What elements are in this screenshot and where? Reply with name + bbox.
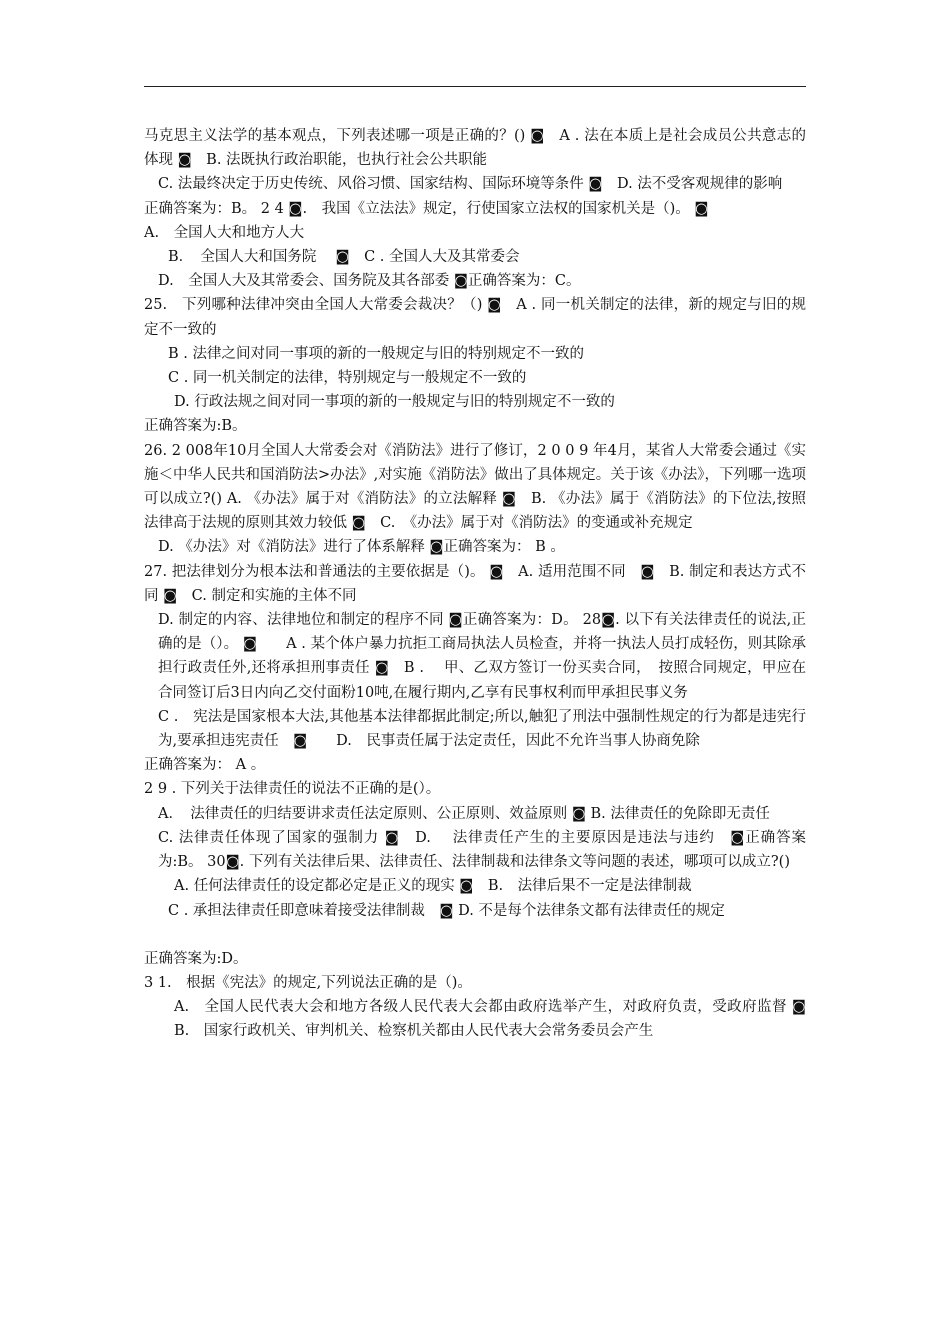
document-body bbox=[144, 124, 821, 1044]
text-line: 3 1. 根据《宪法》的规定,下列说法正确的是（)。 bbox=[144, 974, 472, 991]
text-line: 26. 2 008年10月全国人大常委会对《消防法》进行了修订，2 0 0 9 年4月，某省人大常委会通过《实施＜中华人民共和国消防法>办法》,对实施《消防法》做出了具体规定。关于该《办法》，下列哪一选项可以成立?() A. 《办法》属于对《消防法》的立法解释 ◙ B. 《办法》属于《消防法》的下位法,按照法律高于法规的原则其效力较低 ◙ C. 《办法》属于对《消防法》的变通或补充规定 bbox=[144, 442, 807, 532]
text-line: 正确答案为： A 。 bbox=[144, 757, 266, 774]
text-line: 正确答案为:D。 bbox=[144, 950, 248, 967]
text-line: D. 制定的内容、法律地位和制定的程序不同 ◙正确答案为：D。 28◙. 以下有关法律责任的说法,正确的是（）。 ◙ A . 某个体户暴力抗拒工商局执法人员检查，并将一执法人员打成轻伤，则其除承担行政责任外,还将承担刑事责任 ◙ B . 甲、乙双方签订一份买卖合同， 按照合同规定，甲应在合同签订后3日内向乙交付面粉10吨,在履行期内,乙享有民事权利而甲承担民事义务 bbox=[158, 612, 806, 701]
text-line: C . 承担法律责任即意味着接受法律制裁 ◙ D. 不是每个法律条文都有法律责任的规定 bbox=[168, 902, 725, 919]
text-line: 2 9 . 下列关于法律责任的说法不正确的是(）。 bbox=[144, 781, 441, 798]
text-line: A. 全国人大和地方人大 bbox=[144, 224, 305, 241]
blank-line bbox=[144, 923, 806, 947]
text-line: C. 法最终决定于历史传统、风俗习惯、国家结构、国际环境等条件 ◙ D. 法不受客观规律的影响 bbox=[158, 176, 783, 193]
text-line: 正确答案为:B。 bbox=[144, 418, 247, 435]
text-line: C. 法律责任体现了国家的强制力 ◙ D. 法律责任产生的主要原因是违法与违约 ◙正确答案为:B。 30◙. 下列有关法律后果、法律责任、法律制裁和法律条文等问题的表述，哪项可以成立?() bbox=[158, 829, 806, 871]
text-line: D. 《办法》对《消防法》进行了体系解释 ◙正确答案为： B 。 bbox=[158, 539, 565, 556]
header-rule bbox=[144, 86, 806, 87]
text-line: 25. 下列哪种法律冲突由全国人大常委会裁决？（) ◙ A . 同一机关制定的法律，新的规定与旧的规定不一致的 bbox=[144, 297, 806, 338]
text-line: D. 行政法规之间对同一事项的新的一般规定与旧的特别规定不一致的 bbox=[174, 394, 615, 411]
text-line: 马克思主义法学的基本观点，下列表述哪一项是正确的？() ◙ A . 法在本质上是社会成员公共意志的体现 ◙ B. 法既执行政治职能，也执行社会公共职能 bbox=[144, 128, 806, 169]
text-line: A. 全国人民代表大会和地方各级人民代表大会都由政府选举产生，对政府负责，受政府监督 ◙ B. 国家行政机关、审判机关、检察机关都由人民代表大会常务委员会产生 bbox=[174, 999, 821, 1040]
text-line: 27. 把法律划分为根本法和普通法的主要依据是（)。 ◙ A. 适用范围不同 ◙ B. 制定和表达方式不同 ◙ C. 制定和实施的主体不同 bbox=[144, 563, 806, 604]
text-line: 正确答案为：B。 2 4 ◙. 我国《立法法》规定，行使国家立法权的国家机关是（)。 ◙ bbox=[144, 200, 709, 217]
text-line: A． 法律责任的归结要讲求责任法定原则、公正原则、效益原则 ◙ B. 法律责任的免除即无责任 bbox=[158, 805, 770, 822]
text-line: B . 法律之间对同一事项的新的一般规定与旧的特别规定不一致的 bbox=[168, 345, 584, 362]
text-line: A. 任何法律责任的设定都必定是正义的现实 ◙ B. 法律后果不一定是法律制裁 bbox=[174, 878, 692, 895]
text-line: C . 同一机关制定的法律，特别规定与一般规定不一致的 bbox=[168, 370, 527, 387]
text-line: B． 全国人大和国务院 ◙ C . 全国人大及其常委会 bbox=[168, 249, 520, 266]
text-line: C . 宪法是国家根本大法,其他基本法律都据此制定;所以,触犯了刑法中强制性规定的行为都是违宪行为,要承担违宪责任 ◙ D. 民事责任属于法定责任，因此不允许当事人协商免除 bbox=[158, 708, 806, 750]
text-line: D. 全国人大及其常委会、国务院及其各部委 ◙正确答案为：C。 bbox=[158, 273, 581, 290]
